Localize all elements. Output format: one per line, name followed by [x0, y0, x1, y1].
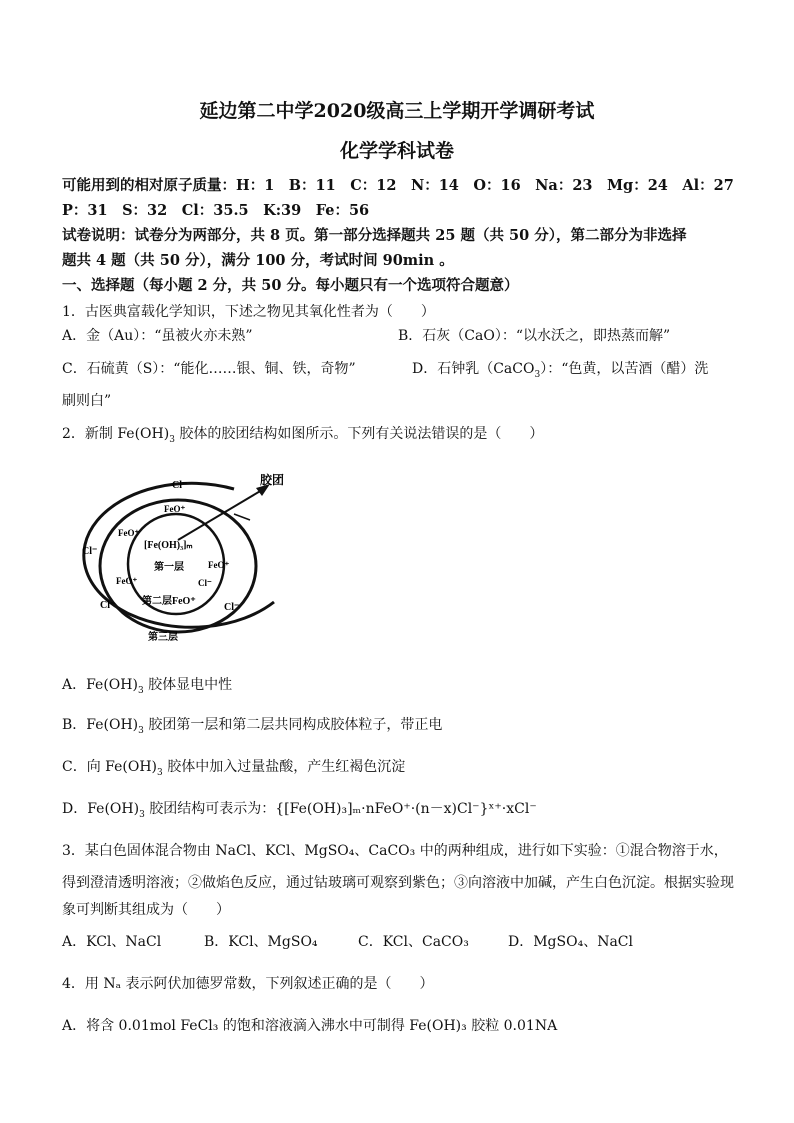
exam-note-line2: 题共 4 题（共 50 分），满分 100 分，考试时间 90min 。: [62, 252, 454, 269]
core-formula: [Fe(OH)₃]ₘ: [144, 540, 193, 551]
layer3-label: 第三层: [148, 632, 178, 643]
q1-option-b: B．石灰（CaO）：“以水沃之，即热蒸而解”: [398, 328, 671, 344]
feo-top: FeO⁺: [164, 504, 186, 514]
q2-stem: 2．新制 $Fe(OH)_3$ 胶体的胶团结构如图所示。下列有关说法错误的是（ ）: [62, 426, 544, 445]
micelle-structure-diagram: [74, 462, 304, 652]
feo-right: FeO⁺: [208, 560, 230, 570]
feo-left-upper: FeO⁺: [118, 528, 140, 538]
q3-option-c: C．KCl、CaCO₃: [358, 934, 469, 950]
q1-stem: 1．古医典富载化学知识，下述之物见其氧化性者为（ ）: [62, 304, 435, 320]
exam-subtitle: 化学学科试卷: [339, 140, 454, 162]
q2-option-c: C．向 $Fe(OH)_3$ 胶体中加入过量盐酸，产生红褐色沉淀: [62, 759, 406, 778]
q1-option-c: C．石硫黄（S）：“能化……银、铜、铁，奇物”: [62, 361, 356, 377]
q2-option-a: A．$Fe(OH)_3$ 胶体显电中性: [62, 677, 233, 696]
atomic-mass-line1: 可能用到的相对原子质量：H：1 B：11 C：12 N：14 O：16 Na：23 Mg：24 Al：27: [62, 177, 734, 194]
q2-option-b: B．$Fe(OH)_3$ 胶团第一层和第二层共同构成胶体粒子，带正电: [62, 717, 443, 736]
q3-stem-line1: 3．某白色固体混合物由 NaCl、KCl、MgSO₄、CaCO₃ 中的两种组成，进行如下实验：①混合物溶于水，: [62, 843, 728, 859]
cl-inner: Cl⁻: [198, 578, 212, 588]
q3-option-b: B．KCl、MgSO₄: [204, 934, 318, 950]
q4-stem: 4．用 Nₐ 表示阿伏加德罗常数，下列叙述正确的是（ ）: [62, 976, 434, 992]
q2-formula: {[Fe(OH)₃]ₘ·nFeO⁺·(n－x)Cl⁻}ˣ⁺·xCl⁻: [275, 801, 537, 817]
exam-note-line1: 试卷说明：试卷分为两部分，共 8 页。第一部分选择题共 25 题（共 50 分），第二部分为非选择: [62, 227, 687, 244]
label-jiaotuan: 胶团: [260, 473, 285, 487]
q1-option-d: D．石钟乳（CaCO$_3$）：“色黄，以苦酒（醋）洗: [412, 361, 709, 380]
q3-option-d: D．MgSO₄、NaCl: [508, 934, 633, 950]
section-heading: 一、选择题（每小题 2 分，共 50 分。每小题只有一个选项符合题意）: [62, 277, 519, 294]
q3-option-a: A．KCl、NaCl: [62, 934, 162, 950]
cl-right: Cl⁻: [224, 602, 240, 613]
q3-stem-line2: 得到澄清透明溶液；②做焰色反应，通过钴玻璃可观察到紫色；③向溶液中加碱，产生白色沉淀。根据实验现: [62, 875, 734, 891]
cl-top: Cl⁻: [172, 480, 188, 491]
q1-option-d-cont: 刷则白”: [62, 393, 112, 409]
layer2-label: 第二层FeO⁺: [142, 596, 196, 607]
feo-left-lower: FeO⁺: [116, 576, 138, 586]
atomic-mass-line2: P：31 S：32 Cl：35.5 K:39 Fe：56: [62, 202, 370, 219]
q4-option-a: A．将含 0.01mol FeCl₃ 的饱和溶液滴入沸水中可制得 Fe(OH)₃ 胶粒 0.01NA: [62, 1018, 558, 1034]
q2-option-d: D．$Fe(OH)_3$ 胶团结构可表示为：{[Fe(OH)₃]ₘ·nFeO⁺·(n－x)Cl⁻}ˣ⁺·xCl⁻: [62, 801, 537, 820]
exam-title: 延边第二中学2020级高三上学期开学调研考试: [199, 100, 595, 122]
layer1-label: 第一层: [154, 562, 184, 573]
cl-left: Cl⁻: [82, 546, 98, 557]
q3-stem-line3: 象可判断其组成为（ ）: [62, 902, 230, 918]
cl-bottom-left: Cl⁻: [100, 600, 116, 611]
q1-option-a: A．金（Au）：“虽被火亦未熟”: [62, 328, 253, 344]
